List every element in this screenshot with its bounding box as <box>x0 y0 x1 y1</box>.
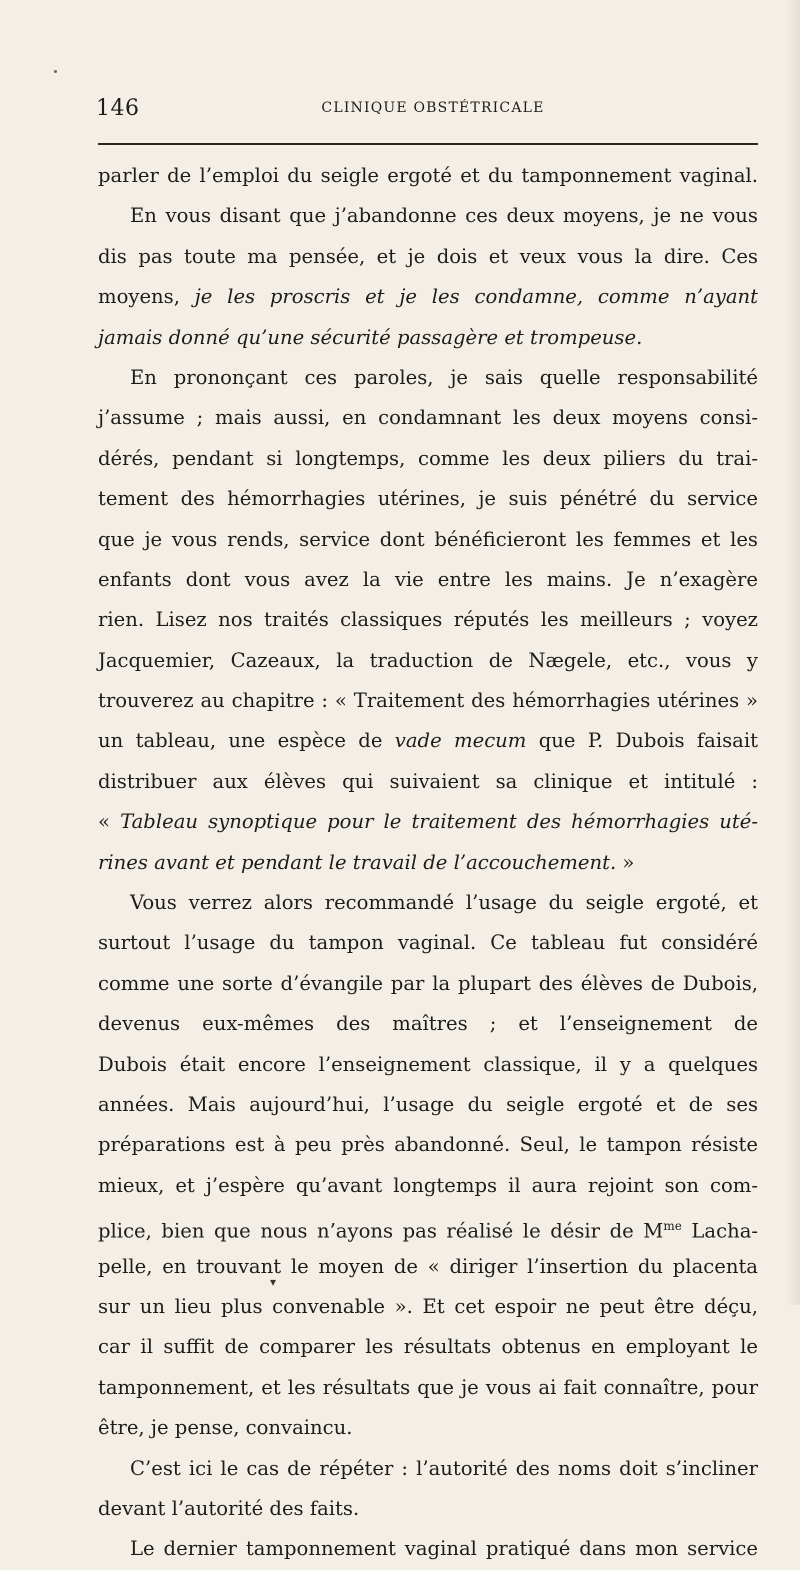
text-line: Jacquemier, Cazeaux, la traduction de Nægele, etc., vous y <box>98 648 758 672</box>
text-line: devenus eux-mêmes des maîtres ; et l’enseignement de <box>98 1012 758 1036</box>
text-line: sur un lieu plus convenable ». Et cet espoir ne peut être déçu, <box>98 1294 758 1318</box>
text-line: Dubois était encore l’enseignement classique, il y a quelques <box>98 1052 758 1076</box>
text-line: j’assume ; mais aussi, en condamnant les deux moyens consi- <box>98 406 758 430</box>
text-line: moyens, je les proscris et je les condamne, comme n’ayant <box>98 285 758 309</box>
text-line: « Tableau synoptique pour le traitement des hémorrhagies uté- <box>98 810 758 834</box>
text-line: jamais donné qu’une sécurité passagère et trompeuse. <box>98 325 643 349</box>
text-line: rien. Lisez nos traités classiques réputés les meilleurs ; voyez <box>98 608 758 632</box>
text-line: que je vous rends, service dont bénéficieront les femmes et les <box>98 527 758 551</box>
text-line: être, je pense, convaincu. <box>98 1416 353 1440</box>
superscript-me: me <box>663 1219 682 1234</box>
text-line: mieux, et j’espère qu’avant longtemps il aura rejoint son com- <box>98 1173 758 1197</box>
text-line: préparations est à peu près abandonné. Seul, le tampon résiste <box>98 1133 758 1157</box>
text-line: tamponnement, et les résultats que je vous ai fait connaître, pour <box>98 1375 758 1399</box>
text-line: dérés, pendant si longtemps, comme les deux piliers du trai- <box>98 446 758 470</box>
page-edge-shadow <box>786 0 800 1305</box>
text-line: Le dernier tamponnement vaginal pratiqué dans mon service <box>130 1537 758 1561</box>
body-text <box>98 156 758 1570</box>
text-line: distribuer aux élèves qui suivaient sa clinique et intitulé : <box>98 769 758 793</box>
running-head: CLINIQUE OBSTÉTRICALE <box>321 100 545 116</box>
text-line: surtout l’usage du tampon vaginal. Ce tableau fut considéré <box>98 931 758 955</box>
page-number: 146 <box>96 96 140 121</box>
printer-mark: ▾ <box>270 1275 277 1289</box>
text-line: En vous disant que j’abandonne ces deux moyens, je ne vous <box>130 204 758 228</box>
text-line: enfants dont vous avez la vie entre les mains. Je n’exagère <box>98 567 758 591</box>
print-speck <box>54 70 57 73</box>
text-line: un tableau, une espèce de vade mecum que P. Dubois faisait <box>98 729 759 753</box>
text-line: En prononçant ces paroles, je sais quelle responsabilité <box>130 365 758 389</box>
text-line: Vous verrez alors recommandé l’usage du seigle ergoté, et <box>130 891 758 915</box>
page-header <box>96 96 756 126</box>
text-line: devant l’autorité des faits. <box>98 1496 360 1520</box>
text-line: pelle, en trouvant le moyen de « diriger l’insertion du placenta <box>98 1254 758 1278</box>
text-line: car il suffit de comparer les résultats obtenus en employant le <box>98 1335 758 1359</box>
text-line: parler de l’emploi du seigle ergoté et du tamponnement vaginal. <box>98 164 758 187</box>
text-line: rines avant et pendant le travail de l’accouchement. » <box>98 850 635 874</box>
text-line: années. Mais aujourd’hui, l’usage du seigle ergoté et de ses <box>98 1092 758 1116</box>
text-line: comme une sorte d’évangile par la plupart des élèves de Dubois, <box>98 971 758 995</box>
text-line: plice, bien que nous n’ayons pas réalisé le désir de $M^{me}$ Lacha- <box>98 1219 759 1243</box>
text-line: trouverez au chapitre : « Traitement des hémorrhagies utérines » <box>98 689 758 713</box>
text-line: tement des hémorrhagies utérines, je suis pénétré du service <box>98 487 758 511</box>
header-rule <box>98 143 758 145</box>
text-line: C’est ici le cas de répéter : l’autorité des noms doit s’incliner <box>130 1456 758 1480</box>
text-line: dis pas toute ma pensée, et je dois et veux vous la dire. Ces <box>98 244 758 268</box>
